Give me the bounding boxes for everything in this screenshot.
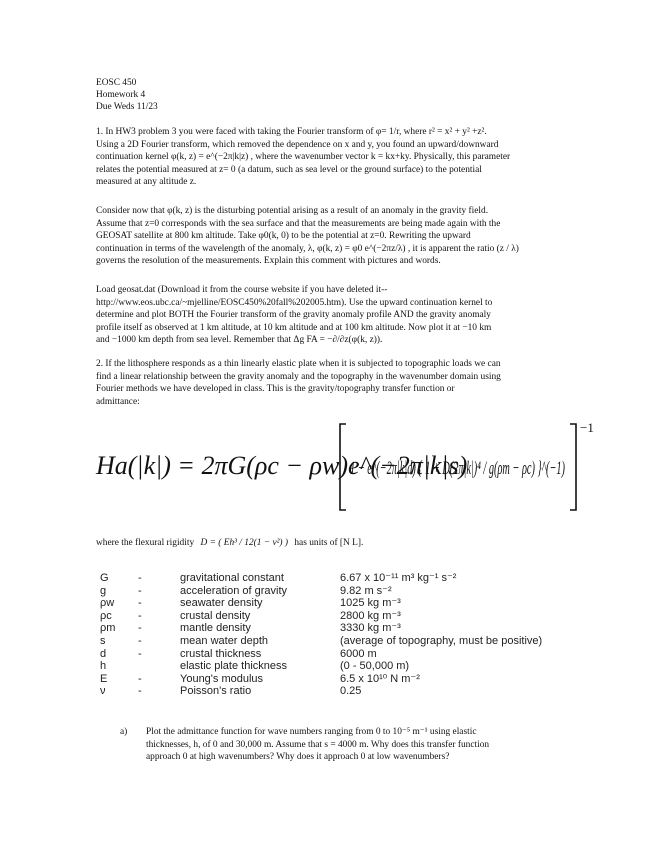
text-line: Load geosat.dat (Download it from the course website if you have deleted it-- — [96, 285, 388, 295]
param-value: 6.5 x 10¹⁰ N m⁻² — [340, 672, 420, 685]
right-bracket — [570, 424, 576, 510]
param-value: (0 - 50,000 m) — [340, 660, 410, 673]
param-dash: - — [138, 672, 142, 685]
param-value: 1025 kg m⁻³ — [340, 597, 401, 610]
param-name: crustal density — [180, 609, 251, 622]
text-line: and −1000 km depth from sea level. Remember that Δg FA = −∂/∂z(φ(k, z)). — [96, 335, 383, 346]
due-date: Due Weds 11/23 — [96, 102, 158, 112]
param-symbol: d — [100, 647, 107, 660]
param-value: 0.25 — [340, 685, 362, 698]
param-symbol: G — [100, 572, 109, 584]
admittance-formula — [96, 418, 594, 518]
text-line: http://www.eos.ubc.ca/~mjelline/EOSC450%20fall%202005.htm). Use the upward continuation kernel to — [96, 297, 493, 308]
param-value: (average of topography, must be positive) — [340, 635, 543, 647]
param-symbol: h — [100, 660, 107, 673]
problem-1-consider-paragraph — [96, 205, 556, 268]
param-name: gravitational constant — [180, 572, 284, 584]
param-value: 3330 kg m⁻³ — [340, 622, 401, 635]
formula-bracket-content: 1 − e^(−2π|k|d) { 1 + D(2π|k|)⁴ / g(ρm − ρc) }^(−1) — [350, 458, 565, 479]
param-dash: - — [138, 572, 142, 584]
param-symbol: ρw — [100, 597, 115, 610]
param-dash: - — [138, 584, 142, 597]
param-name: Poisson's ratio — [180, 685, 252, 698]
text-line: Fourier methods we have developed in class. This is the gravity/topography transfer function or — [96, 384, 455, 395]
param-dash: - — [138, 597, 142, 610]
problem-1-data-paragraph — [96, 284, 556, 347]
param-symbol: E — [100, 672, 108, 685]
problem-1-paragraph — [96, 126, 556, 189]
text-line: GEOSAT satellite at 800 km altitude. Take φ0(k, 0) to be the potential at z=0. Rewriting the upward — [96, 231, 471, 242]
param-name: crustal thickness — [180, 647, 262, 660]
formula-lhs: Ha(|k|) = 2πG(ρc − ρw)e^(−2π|k|s) — [96, 451, 468, 480]
text-line: admittance: — [96, 396, 140, 407]
param-name: mean water depth — [180, 635, 269, 647]
question-a-text — [146, 726, 526, 764]
param-symbol: g — [100, 584, 107, 597]
text-line: continuation in terms of the wavelength of the anomaly, λ, φ(k, z) = φ0 e^(−2πz/λ) , it is apparent the ratio (z / λ) — [96, 243, 519, 254]
param-value: 9.82 m s⁻² — [340, 584, 392, 597]
assignment-title: Homework 4 — [96, 90, 146, 100]
rigidity-formula: D = ( Eh³ / 12(1 − ν²) ) — [200, 538, 289, 548]
param-dash: - — [138, 635, 142, 647]
param-dash: - — [138, 647, 142, 660]
text-line: profile itself as observed at 1 km altitude, at 10 km altitude and at 100 km altitude. Now plot it at −10 km — [96, 322, 492, 333]
param-symbol: ν — [100, 685, 106, 698]
text-line: approach 0 at high wavenumbers? Why does it approach 0 at low wavenumbers? — [146, 752, 450, 763]
text-line: measured at any altitude z. — [96, 177, 197, 188]
text-line: Plot the admittance function for wave numbers ranging from 0 to 10⁻⁵ m⁻¹ using elastic — [146, 727, 477, 737]
text-line: thicknesses, h, of 0 and 30,000 m. Assume that s = 4000 m. Why does this transfer function — [146, 739, 490, 750]
param-name: mantle density — [180, 622, 251, 635]
param-name: acceleration of gravity — [180, 584, 287, 597]
question-a-label: a) — [120, 727, 128, 737]
param-symbol: s — [100, 635, 106, 647]
param-dash: - — [138, 685, 142, 698]
param-dash: - — [138, 622, 142, 635]
param-value: 6000 m — [340, 647, 377, 660]
rigidity-line — [96, 537, 363, 550]
param-name: seawater density — [180, 597, 263, 610]
text-line: find a linear relationship between the gravity anomaly and the topography in the wavenumber domain using — [96, 371, 501, 382]
course-code: EOSC 450 — [96, 78, 137, 88]
problem-2-paragraph — [96, 358, 556, 408]
text-line: 2. If the lithosphere responds as a thin linearly elastic plate when it is subjected to topographic loads we can — [96, 359, 501, 369]
text-line: Using a 2D Fourier transform, which removed the dependence on x and y, you found an upward/downward — [96, 139, 499, 150]
text-line: 1. In HW3 problem 3 you were faced with taking the Fourier transform of φ= 1/r, where r² = x² + y² +z². — [96, 127, 487, 137]
text-line: relates the potential measured at z= 0 (a datum, such as sea level or the ground surface) to the potential — [96, 164, 482, 175]
power-minus-one: −1 — [580, 420, 594, 435]
param-value: 6.67 x 10⁻¹¹ m³ kg⁻¹ s⁻² — [340, 572, 457, 584]
text-line: Consider now that φ(k, z) is the disturbing potential arising as a result of an anomaly in the gravity field. — [96, 206, 489, 216]
param-name: elastic plate thickness — [180, 660, 287, 673]
text-line: governs the resolution of the measurements. Explain this comment with pictures and words. — [96, 256, 441, 267]
param-symbol: ρc — [100, 609, 112, 622]
param-symbol: ρm — [100, 622, 116, 635]
param-dash: - — [138, 609, 142, 622]
text-line: continuation kernel φ(k, z) = e^(−2π|k|z) , where the wavenumber vector k = kx+ky. Physically, this parameter — [96, 152, 511, 163]
rigidity-suffix: has units of [N L]. — [294, 538, 364, 548]
param-value: 2800 kg m⁻³ — [340, 609, 401, 622]
rigidity-prefix: where the flexural rigidity — [96, 538, 195, 548]
text-line: Assume that z=0 corresponds with the sea surface and that the measurements are being made again with the — [96, 218, 501, 229]
text-line: determine and plot BOTH the Fourier transform of the gravity anomaly profile AND the gravity anomaly — [96, 310, 491, 321]
param-name: Young's modulus — [180, 672, 264, 685]
